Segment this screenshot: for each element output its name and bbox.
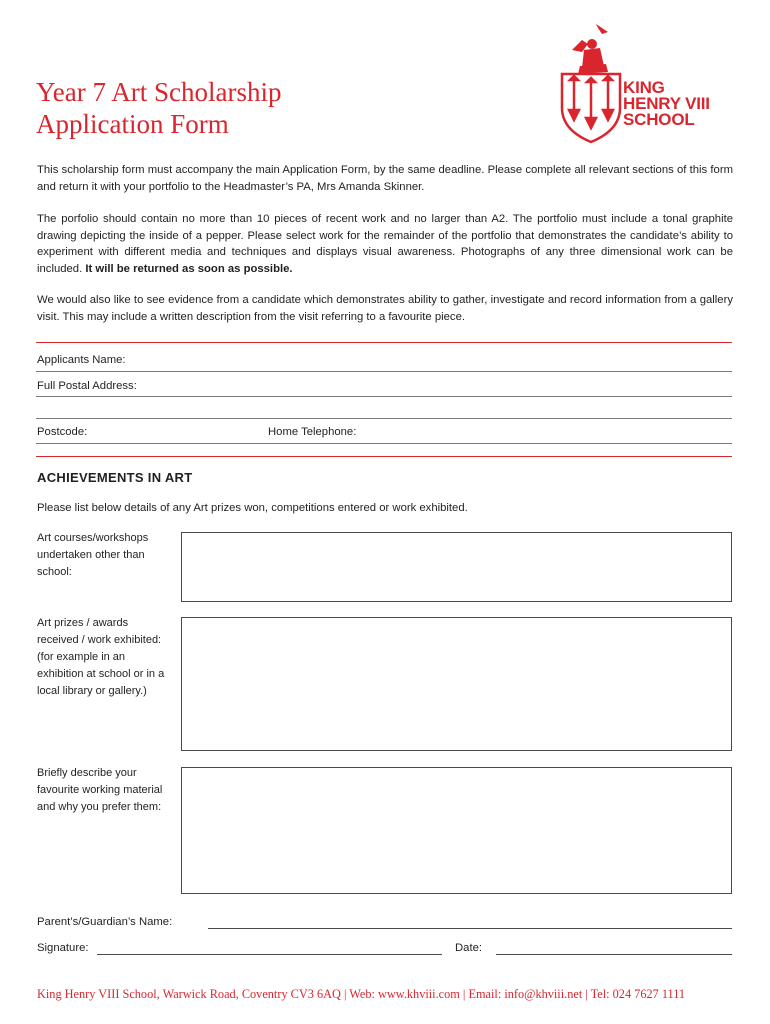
logo-line-school: SCHOOL — [623, 110, 695, 129]
box-label-material: Briefly describe your favourite working material and why you prefer them: — [37, 767, 163, 813]
box-label-prizes-note: (for example in an exhibition at school or in a local library or gallery.) — [37, 651, 165, 697]
crest-arrows-icon — [569, 76, 613, 128]
intro-paragraph-2-bold: It will be returned as soon as possible. — [85, 262, 293, 275]
date-line[interactable] — [496, 954, 732, 955]
achievements-instruction: Please list below details of any Art prizes won, competitions entered or work exhibited. — [37, 502, 468, 514]
form-title-line1: Year 7 Art Scholarship — [36, 77, 282, 107]
postal-address-line-2[interactable] — [36, 418, 732, 419]
postal-address-label: Full Postal Address: — [37, 380, 137, 392]
section-divider-middle — [36, 456, 732, 457]
logo-line-king: KING — [623, 78, 665, 97]
achievements-heading: ACHIEVEMENTS IN ART — [37, 470, 193, 485]
courses-textbox[interactable] — [181, 532, 732, 602]
section-divider-top — [36, 342, 732, 343]
crest-figure-icon — [572, 24, 608, 74]
postal-address-line-1[interactable] — [36, 396, 732, 397]
home-telephone-label: Home Telephone: — [268, 426, 357, 438]
form-title — [36, 76, 282, 140]
guardian-name-line[interactable] — [208, 928, 732, 929]
material-textbox[interactable] — [181, 767, 732, 894]
logo-line-henry: HENRY VIII — [623, 94, 710, 113]
intro-paragraph-2-text: The porfolio should contain no more than 10 pieces of recent work and no larger than A2. The portfolio must include a tonal graphite drawing depicting the inside of a pepper. Please select work for the remainder of the portfolio that demonstrates the candidate’s ability to experiment with different media and techniques and displays visual awareness. Photographs of any three dimensional work can be included. — [37, 213, 733, 275]
postcode-label: Postcode: — [37, 426, 88, 438]
prizes-textbox[interactable] — [181, 617, 732, 751]
signature-line[interactable] — [97, 954, 442, 955]
box-label-prizes-text: Art prizes / awards received / work exhibited: — [37, 617, 162, 646]
intro-paragraph-2 — [37, 211, 733, 277]
intro-paragraph-3: We would also like to see evidence from a candidate which demonstrates ability to gather, investigate and record information from a gallery visit. This may include a written description from the visit referring to a favourite piece. — [37, 294, 733, 323]
applicant-name-line[interactable] — [36, 371, 732, 372]
date-label: Date: — [455, 942, 483, 954]
signature-label: Signature: — [37, 942, 89, 954]
intro-paragraph-1: This scholarship form must accompany the main Application Form, by the same deadline. Please complete all relevant sections of this form and return it with your portfolio to the Headmaster’s PA, Mrs Amanda Skinner. — [37, 164, 733, 193]
form-title-line2: Application Form — [36, 109, 229, 139]
footer-contact: King Henry VIII School, Warwick Road, Coventry CV3 6AQ | Web: www.khviii.com | Email: info@khviii.net | Tel: 024 7627 1111 — [37, 987, 686, 1001]
school-logo-wordmark — [623, 80, 710, 128]
applicant-name-label: Applicants Name: — [37, 354, 126, 366]
guardian-name-label: Parent’s/Guardian’s Name: — [37, 916, 173, 928]
box-label-prizes — [37, 615, 172, 700]
box-label-courses: Art courses/workshops undertaken other than school: — [37, 532, 149, 578]
postcode-telephone-line[interactable] — [36, 443, 732, 444]
